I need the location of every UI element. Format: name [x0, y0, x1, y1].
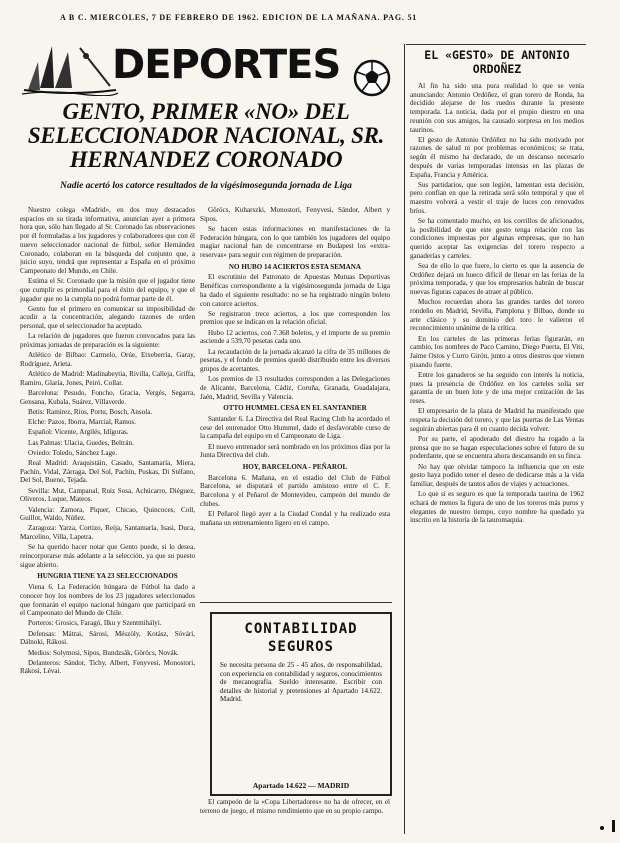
- section-banner: [20, 38, 398, 96]
- paragraph: Se hacen estas informaciones en manifestaciones de la Federación húngara, con lo que también los jugadores del equipo magiar nacional han de concentrarse en Budapest los «extra-reservas» para seguir con régimen de preparación.: [200, 224, 390, 260]
- ad-subtitle: SEGUROS: [267, 639, 334, 655]
- paragraph: Al fin ha sido una pura realidad lo que se venía anunciando: Antonio Ordóñez, el gran torero de Ronda, ha decidido alejarse de los ruedos durante la presente temporada. La noticia, dada por el propio diestro en una reunión con sus amigos, ha causado sorpresa en los medios taurinos.: [410, 82, 584, 134]
- paragraph: La relación de jugadores que fueron convocados para las próximas jornadas de preparación es la siguiente:: [20, 332, 195, 350]
- article-column-1: [20, 206, 195, 832]
- paragraph: El escrutinio del Patronato de Apuestas Mutuas Deportivas Benéficas correspondiente a la vigésimosegunda jornada de Liga ha dado el siguiente resultado: no se ha registrado ningún boleto con catorce aciertos.: [200, 273, 390, 308]
- ad-title: CONTABILIDAD: [244, 621, 358, 637]
- paragraph: Santander 6. La Directiva del Real Racing Club ha acordado el cese del entrenador Otto Hummel, dado el desfavorable curso de la campaña del equipo en el Campeonato de Liga.: [200, 414, 390, 441]
- paragraph: Zaragoza: Yarza, Cortizo, Reija, Santamaría, Isasi, Duca, Marcelino, Villa, Lapetra.: [20, 524, 195, 542]
- section-heading: HUNGRIA TIENE YA 23 SELECCIONADOS: [37, 572, 178, 581]
- article-column-2: [200, 206, 390, 596]
- paragraph: Sea de ello lo que fuere, lo cierto es que la ausencia de Ordóñez dejará un hueco difícil de llenar en las ferias de la próxima temporada, y que los empresarios habrán de buscar nuevas figuras capaces de atraer al público.: [410, 262, 584, 297]
- classified-ad: [210, 612, 392, 796]
- divider: [200, 602, 392, 603]
- section-title: DEPORTES: [112, 42, 341, 88]
- paragraph: Lo que sí es seguro es que la temporada taurina de 1962 echará de menos la figura de uno de los toreros más puros y elegantes de nuestro tiempo, cuyo nombre ha quedado ya inscrito en la historia de la tauromaquia.: [410, 490, 584, 525]
- paragraph: El nuevo entrenador será nombrado en los próximos días por la Junta Directiva del club.: [200, 442, 390, 460]
- paragraph: Las Palmas: Ulacia, Guedes, Beltrán.: [28, 438, 134, 447]
- paragraph: Porteros: Grosics, Faragó, Ilku y Szentmihályi.: [28, 619, 162, 628]
- paragraph: Defensas: Mátrai, Sárosi, Mészöly, Kotász, Sóvári, Dálnoki, Rákosi.: [20, 629, 195, 647]
- column-rule: [404, 44, 405, 834]
- paragraph: Hubo 12 aciertos, con 7.368 boletos, y el importe de su premio asciende a 539,70 pesetas cada uno.: [200, 328, 390, 346]
- scan-edge-marks: [606, 0, 616, 843]
- ad-footer: Apartado 14.622 — MADRID: [252, 781, 350, 790]
- section-heading: OTTO HUMMEL CESA EN EL SANTANDER: [223, 404, 367, 413]
- paragraph: Oviedo: Toledo, Sánchez Lage.: [28, 448, 118, 457]
- paragraph: Valencia: Zamora, Piquer, Chicao, Quincoces, Coll, Guillot, Waldo, Núñez.: [20, 505, 195, 523]
- paragraph: El empresario de la plaza de Madrid ha manifestado que respeta la decisión del torero, y que las puertas de Las Ventas seguirán abiertas para él en cuanto decida volver.: [410, 407, 584, 433]
- ad-body: Se necesita persona de 25 - 45 años, de responsabilidad, con experiencia en contabilidad y seguros, conocimientos de mecanografía. Sueldo interesante. Escribir con detalles de historial y pretensiones al Apartado 14.622. Madrid.: [220, 661, 382, 703]
- paragraph: Barcelona: Pesudo, Foncho, Gracia, Vergés, Segarra, Gensana, Kubala, Suárez, Villaverde.: [20, 389, 195, 406]
- paragraph: En los carteles de las primeras ferias figurarán, en cambio, los nombres de Paco Camino, Diego Puerta, El Viti, Jaime Ostos y Curro Girón, junto a otros diestros que vienen pisando fuerte.: [410, 334, 584, 369]
- subheadline: Nadie acertó los catorce resultados de la vigésimosegunda jornada de Liga: [60, 181, 352, 191]
- paragraph: Muchos recuerdan ahora las grandes tardes del torero rondeño en Madrid, Sevilla, Pamplona y Bilbao, donde su arte clásico y su dominio del toro le valieron el reconocimiento unánime de la crítica.: [410, 298, 584, 333]
- paragraph: Estima el Sr. Coronado que la misión que el jugador tiene que cumplir es primordial para el éxito del equipo, y que el jugador que no la cumpla no podrá formar parte de él.: [20, 277, 195, 303]
- paragraph: Español: Vicente, Argilés, Idígoras.: [28, 428, 129, 437]
- section-heading: HOY, BARCELONA - PEÑAROL: [242, 462, 348, 471]
- paragraph: Medios: Solymosi, Sipos, Bundzsák, Göröcs, Novák.: [28, 648, 179, 657]
- paragraph: El Peñarol llegó ayer a la Ciudad Condal y ha realizado esta mañana un entrenamiento ligero en el campo.: [200, 510, 390, 527]
- paragraph: El campeón de la «Copa Libertadores» no ha de ofrecer, en el terreno de juego, el mismo rendimiento que en su propio campo.: [200, 798, 390, 815]
- paragraph: Entre los ganaderos se ha seguido con interés la noticia, pues la presencia de Ordóñez en los carteles solía ser garantía de un buen lote y de una mejor cotización de las reses.: [410, 371, 584, 406]
- section-heading: NO HUBO 14 ACIERTOS ESTA SEMANA: [228, 262, 362, 271]
- divider: [406, 44, 586, 45]
- paragraph: Barcelona 6. Mañana, en el estadio del Club de Fútbol Barcelona, se disputará el partido amistoso entre el C. F. Barcelona y el Peñarol de Montevideo, campeón del mundo de clubes.: [200, 473, 390, 508]
- article-column-2-tail: [200, 798, 390, 834]
- paragraph: Real Madrid: Araquistáin, Casado, Santamaría, Miera, Pachín, Vidal, Zárraga, Del Sol, Pachín, Puskas, Di Stéfano, Del Sol, Bueno, Tejada.: [20, 458, 195, 485]
- paragraph: Viena 6. La Federación húngara de Fútbol ha dado a conocer hoy los nombres de los 23 jugadores seleccionados que formarán el equipo nacional húngaro que participará en el Campeonato del Mundo de Chile.: [20, 583, 195, 618]
- paragraph: La recaudación de la jornada alcanzó la cifra de 35 millones de pesetas, y el fondo de premios quedó distribuido entre los diversos grupos de acertantes.: [200, 347, 390, 373]
- paragraph: El gesto de Antonio Ordóñez no ha sido motivado por razones de salud ni por problemas económicos; se trata, según él mismo ha declarado, de un descanso necesario después de varias temporadas intensas en las plazas de España, Francia y América.: [410, 135, 584, 179]
- paragraph: Los premios de 13 resultados corresponden a las Delegaciones de Alicante, Barcelona, Cádiz, Coruña, Granada, Guadalajara, Jaén, Madrid, Sevilla y Valencia.: [200, 375, 390, 401]
- ink-dot: [600, 826, 604, 830]
- paragraph: Atlético de Bilbao: Carmelo, Orúe, Etxeberría, Garay, Rodríguez, Arieta.: [20, 351, 195, 368]
- article-column-3: [410, 82, 584, 830]
- running-head: A B C. MIERCOLES, 7 DE FEBRERO DE 1962. EDICION DE LA MAÑANA. PAG. 51: [60, 13, 418, 22]
- paragraph: Por su parte, el apoderado del diestro ha rogado a la prensa que no se hagan especulaciones sobre el futuro de su poderdante, que se encuentra ahora descansando en su finca.: [410, 434, 584, 461]
- paragraph: Se ha comentado mucho, en los corrillos de aficionados, la posibilidad de que este gesto tenga relación con las condiciones impuestas por algunas empresas, que no han querido aceptar las exigencias del torero respecto a ganaderías y carteles.: [410, 217, 584, 260]
- paragraph: Göröcs, Kuharszki, Monostori, Fenyvesi, Sándor, Albert y Sipos.: [200, 206, 390, 223]
- paragraph: Betis: Ramírez, Ríos, Portu, Bosch, Ansola.: [28, 407, 153, 416]
- paragraph: Elche: Pazos, Iborra, Marcial, Ramos.: [28, 418, 136, 427]
- football-icon: [352, 58, 392, 98]
- paragraph: Sus partidarios, que son legión, lamentan esta decisión, pero confían en que la retirada será sólo temporal y que el maestro volverá a vestir el traje de luces con renovados bríos.: [410, 180, 584, 215]
- paragraph: Gento fue el primero en comunicar su imposibilidad de acudir a la concentración, alegando razones de orden personal, que el seleccionador ha aceptado.: [20, 304, 195, 331]
- paragraph: Se ha querido hacer notar que Gento puede, si lo desea, reincorporarse más adelante a la selección, ya que su puesto sigue abierto.: [20, 543, 195, 569]
- paragraph: Delanteros: Sándor, Tichy, Albert, Fenyvesi, Monostori, Rákosi, Lévai.: [20, 658, 195, 676]
- paragraph: Sevilla: Mut, Campanal, Ruiz Sosa, Achúcarro, Diéguez, Oliveros, Luque, Mateos.: [20, 486, 195, 504]
- sailboats-illustration: [20, 38, 120, 96]
- paragraph: Atlético de Madrid: Madinabeytia, Rivilla, Calleja, Griffa, Ramiro, Glaría, Jones, Peiró, Collar.: [20, 370, 195, 387]
- right-article-title: EL «GESTO» DE ANTONIO ORDOÑEZ: [424, 48, 570, 76]
- paragraph: Nuestro colega «Madrid», en dos muy destacados espacios en su tirada informativa, anuncian ayer a primera hora que, sólo han llegado al Sr. Coronado las observaciones por él formuladas a los jugadores y colaboradores que con él nuevo seleccionador nacional de fútbol, señor Hernández Coronado, colaboran en la búsqueda del conjunto que, a juicio suyo, tendrá que representar a España en el próximo Campeonato del Mundo, en Chile.: [20, 206, 195, 275]
- paragraph: No hay que olvidar tampoco la influencia que en este gesto haya podido tener el deseo de dedicarse más a la vida familiar, después de tantos años de viajes y actuaciones.: [410, 462, 584, 488]
- main-headline: GENTO, PRIMER «NO» DEL SELECCIONADOR NACIONAL, SR. HERNANDEZ CORONADO: [27, 99, 385, 172]
- paragraph: Se registraron trece aciertos, a los que corresponden los premios que se indican en la relación oficial.: [200, 309, 390, 327]
